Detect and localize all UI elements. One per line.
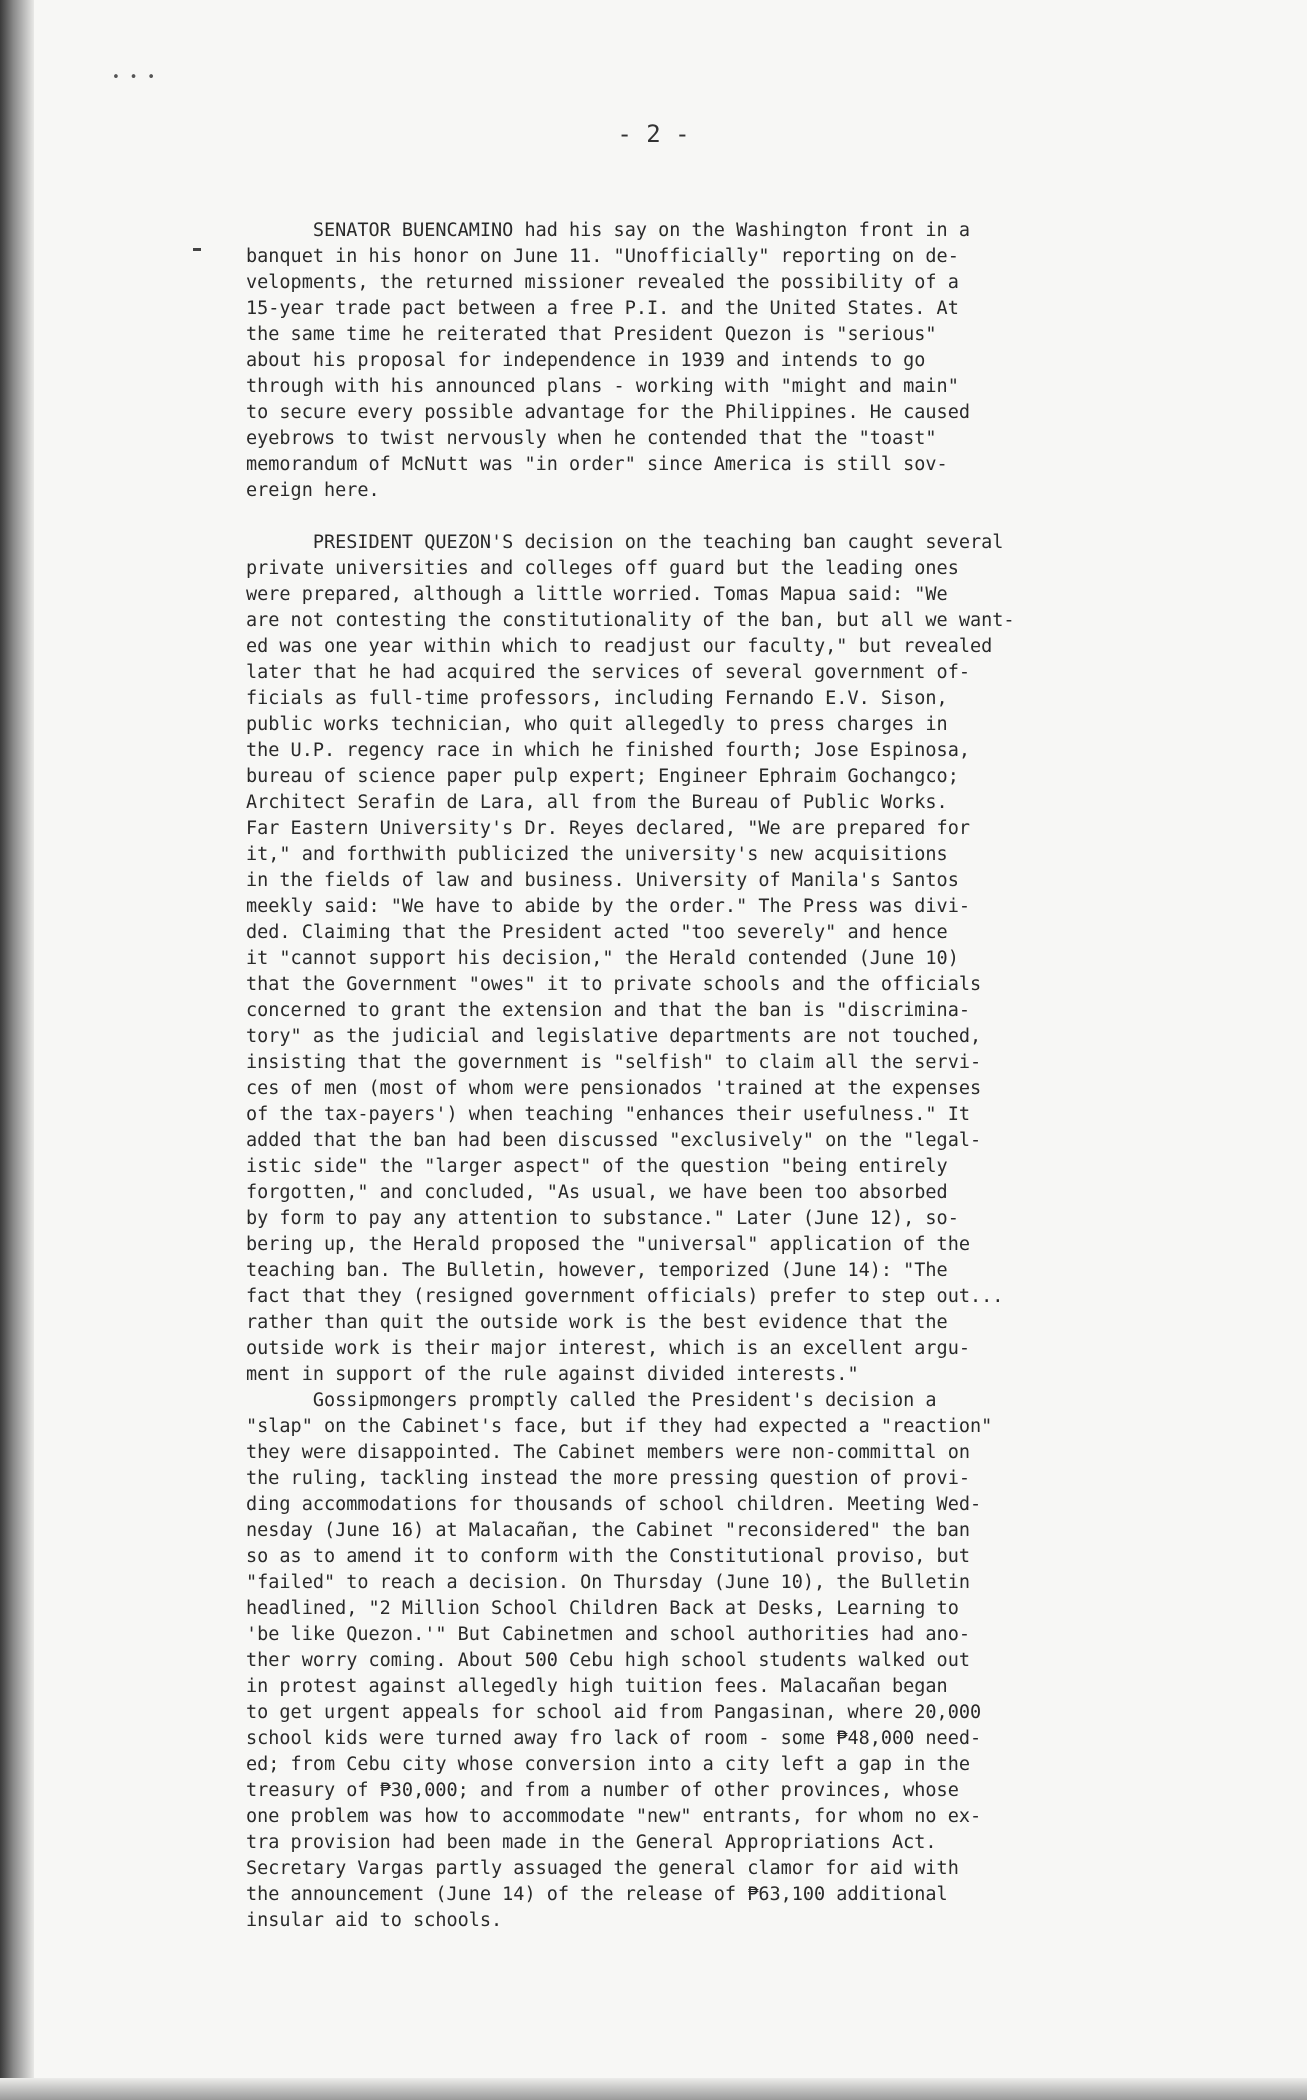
text-line: treasury of ₱30,000; and from a number of other provinces, whose	[246, 1780, 959, 1801]
text-line: in the fields of law and business. University of Manila's Santos	[246, 870, 959, 891]
text-line: forgotten," and concluded, "As usual, we have been too absorbed	[246, 1182, 948, 1203]
text-line: banquet in his honor on June 11. "Unofficially" reporting on de-	[246, 246, 959, 267]
text-line: the U.P. regency race in which he finished fourth; Jose Espinosa,	[246, 740, 970, 761]
text-line: tory" as the judicial and legislative departments are not touched,	[246, 1026, 982, 1047]
corner-mark: • • •	[112, 70, 157, 85]
text-line: were prepared, although a little worried. Tomas Mapua said: "We	[246, 584, 948, 605]
text-line: outside work is their major interest, which is an excellent argu-	[246, 1338, 970, 1359]
text-line: the ruling, tackling instead the more pressing question of provi-	[246, 1468, 970, 1489]
text-line: Secretary Vargas partly assuaged the general clamor for aid with	[246, 1858, 959, 1879]
text-line: later that he had acquired the services of several government of-	[246, 662, 970, 683]
paragraph-buencamino	[246, 218, 1136, 504]
text-line: 15-year trade pact between a free P.I. and the United States. At	[246, 298, 959, 319]
text-line: velopments, the returned missioner revealed the possibility of a	[246, 272, 959, 293]
text-line: of the tax-payers') when teaching "enhances their usefulness." It	[246, 1104, 970, 1125]
text-line: ed; from Cebu city whose conversion into a city left a gap in the	[246, 1754, 970, 1775]
text-line: 'be like Quezon.'" But Cabinetmen and school authorities had ano-	[246, 1624, 970, 1645]
text-line: fact that they (resigned government officials) prefer to step out...	[246, 1286, 1004, 1307]
scan-left-edge	[0, 0, 34, 2100]
text-line: ereign here.	[246, 480, 380, 501]
text-line: PRESIDENT QUEZON'S decision on the teaching ban caught several	[246, 532, 1004, 553]
text-line: ficials as full-time professors, including Fernando E.V. Sison,	[246, 688, 948, 709]
text-line: school kids were turned away fro lack of room - some ₱48,000 need-	[246, 1728, 982, 1749]
text-line: "slap" on the Cabinet's face, but if they had expected a "reaction"	[246, 1416, 993, 1437]
text-line: are not contesting the constitutionality of the ban, but all we want-	[246, 610, 1015, 631]
text-line: about his proposal for independence in 1939 and intends to go	[246, 350, 926, 371]
text-line: rather than quit the outside work is the best evidence that the	[246, 1312, 948, 1333]
text-line: eyebrows to twist nervously when he contended that the "toast"	[246, 428, 937, 449]
text-line: the announcement (June 14) of the release of ₱63,100 additional	[246, 1884, 948, 1905]
text-line: Gossipmongers promptly called the President's decision a	[246, 1390, 937, 1411]
text-line: bureau of science paper pulp expert; Engineer Ephraim Gochangco;	[246, 766, 959, 787]
text-line: to get urgent appeals for school aid from Pangasinan, where 20,000	[246, 1702, 982, 1723]
text-line: in protest against allegedly high tuition fees. Malacañan began	[246, 1676, 948, 1697]
text-line: bering up, the Herald proposed the "universal" application of the	[246, 1234, 970, 1255]
text-line: ment in support of the rule against divided interests."	[246, 1364, 859, 1385]
text-line: to secure every possible advantage for the Philippines. He caused	[246, 402, 970, 423]
text-line: istic side" the "larger aspect" of the question "being entirely	[246, 1156, 948, 1177]
text-line: ther worry coming. About 500 Cebu high school students walked out	[246, 1650, 970, 1671]
text-line: that the Government "owes" it to private schools and the officials	[246, 974, 982, 995]
text-line: "failed" to reach a decision. On Thursday (June 10), the Bulletin	[246, 1572, 970, 1593]
text-line: it "cannot support his decision," the Herald contended (June 10)	[246, 948, 959, 969]
text-line: tra provision had been made in the General Appropriations Act.	[246, 1832, 937, 1853]
text-line: insisting that the government is "selfish" to claim all the servi-	[246, 1052, 982, 1073]
text-line: SENATOR BUENCAMINO had his say on the Washington front in a	[246, 220, 970, 241]
paragraph-gap	[246, 504, 1136, 530]
text-line: the same time he reiterated that President Quezon is "serious"	[246, 324, 937, 345]
text-line: so as to amend it to conform with the Constitutional proviso, but	[246, 1546, 970, 1567]
text-line: meekly said: "We have to abide by the order." The Press was divi-	[246, 896, 970, 917]
text-line: ces of men (most of whom were pensionados 'trained at the expenses	[246, 1078, 982, 1099]
text-line: through with his announced plans - working with "might and main"	[246, 376, 959, 397]
text-line: insular aid to schools.	[246, 1910, 503, 1931]
text-line: by form to pay any attention to substance." Later (June 12), so-	[246, 1208, 959, 1229]
text-line: headlined, "2 Million School Children Back at Desks, Learning to	[246, 1598, 959, 1619]
text-line: nesday (June 16) at Malacañan, the Cabinet "reconsidered" the ban	[246, 1520, 970, 1541]
text-line: memorandum of McNutt was "in order" since America is still sov-	[246, 454, 948, 475]
scan-bottom-edge	[0, 2078, 1307, 2100]
text-line: they were disappointed. The Cabinet members were non-committal on	[246, 1442, 970, 1463]
text-line: ed was one year within which to readjust our faculty," but revealed	[246, 636, 993, 657]
text-line: added that the ban had been discussed "exclusively" on the "legal-	[246, 1130, 982, 1151]
text-line: public works technician, who quit allegedly to press charges in	[246, 714, 948, 735]
text-line: it," and forthwith publicized the university's new acquisitions	[246, 844, 948, 865]
text-line: Far Eastern University's Dr. Reyes declared, "We are prepared for	[246, 818, 970, 839]
text-line: one problem was how to accommodate "new" entrants, for whom no ex-	[246, 1806, 982, 1827]
text-line: Architect Serafin de Lara, all from the Bureau of Public Works.	[246, 792, 948, 813]
page-number: - 2 -	[617, 120, 690, 148]
body-text	[246, 218, 1136, 1934]
text-line: teaching ban. The Bulletin, however, temporized (June 14): "The	[246, 1260, 948, 1281]
margin-mark	[193, 248, 201, 251]
text-line: ded. Claiming that the President acted "too severely" and hence	[246, 922, 948, 943]
text-line: private universities and colleges off guard but the leading ones	[246, 558, 959, 579]
text-line: ding accommodations for thousands of school children. Meeting Wed-	[246, 1494, 982, 1515]
text-line: concerned to grant the extension and that the ban is "discrimina-	[246, 1000, 970, 1021]
paragraph-quezon-teaching-ban	[246, 530, 1136, 1934]
